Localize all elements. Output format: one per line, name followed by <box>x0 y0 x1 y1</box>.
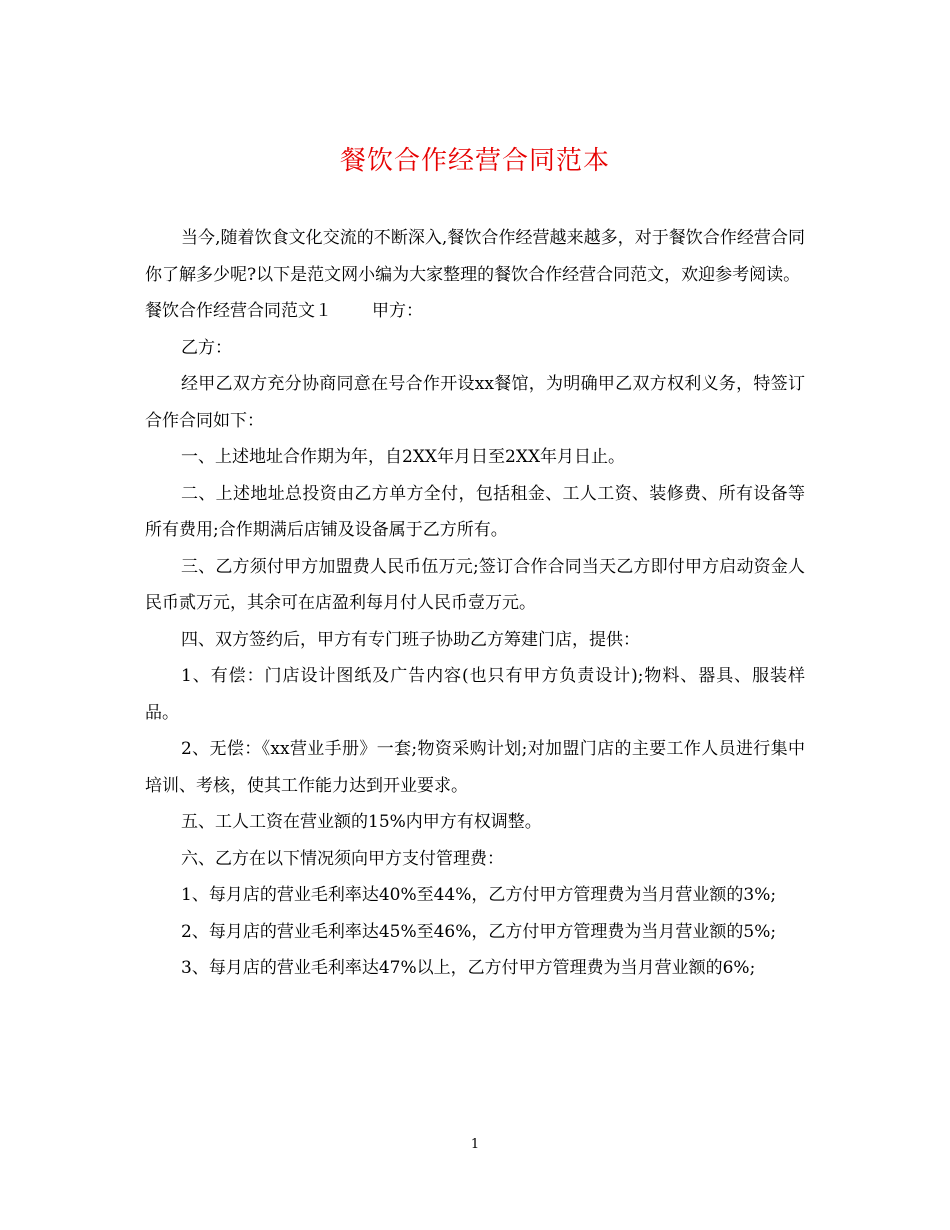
contract-paragraph-4: 四、双方签约后，甲方有专门班子协助乙方筹建门店，提供： <box>181 629 640 650</box>
document-body <box>145 220 805 987</box>
contract-paragraph-3: 三、乙方须付甲方加盟费人民币伍万元;签订合作合同当天乙方即付甲方启动资金人民币贰万元，其余可在店盈利每月付人民币壹万元。 <box>145 556 805 613</box>
contract-paragraph-0: 经甲乙双方充分协商同意在号合作开设xx餐馆，为明确甲乙双方权利义务，特签订合作合同如下： <box>145 374 805 431</box>
document-title: 餐饮合作经营合同范本 <box>339 146 610 176</box>
contract-paragraph-8: 六、乙方在以下情况须向甲方支付管理费： <box>181 848 504 869</box>
contract-paragraph-11: 3、每月店的营业毛利率达47%以上，乙方付甲方管理费为当月营业额的6%; <box>181 958 756 978</box>
intro-paragraph: 当今,随着饮食文化交流的不断深入,餐饮合作经营越来越多，对于餐饮合作经营合同你了解多少呢?以下是范文网小编为大家整理的餐饮合作经营合同范文，欢迎参考阅读。 <box>145 228 805 285</box>
contract-paragraph-7: 五、工人工资在营业额的15%内甲方有权调整。 <box>181 812 542 832</box>
section-label: 餐饮合作经营合同范文１ <box>145 301 332 321</box>
party-a-label: 甲方： <box>372 301 423 321</box>
party-b-label: 乙方： <box>181 337 232 358</box>
section-heading-row <box>145 293 805 330</box>
contract-paragraph-6: 2、无偿：《xx营业手册》一套;物资采购计划;对加盟门店的主要工作人员进行集中培训、考核，使其工作能力达到开业要求。 <box>145 739 805 796</box>
contract-paragraph-9: 1、每月店的营业毛利率达40%至44%，乙方付甲方管理费为当月营业额的3%; <box>181 885 777 905</box>
page-number: 1 <box>470 1137 480 1152</box>
contract-paragraph-10: 2、每月店的营业毛利率达45%至46%，乙方付甲方管理费为当月营业额的5%; <box>181 921 777 942</box>
contract-paragraph-2: 二、上述地址总投资由乙方单方全付，包括租金、工人工资、装修费、所有设备等所有费用;合作期满后店铺及设备属于乙方所有。 <box>145 483 805 540</box>
contract-paragraph-5: 1、有偿：门店设计图纸及广告内容(也只有甲方负责设计);物料、器具、服装样品。 <box>145 666 805 723</box>
contract-paragraph-1: 一、上述地址合作期为年，自2XX年月日至2XX年月日止。 <box>181 447 626 467</box>
